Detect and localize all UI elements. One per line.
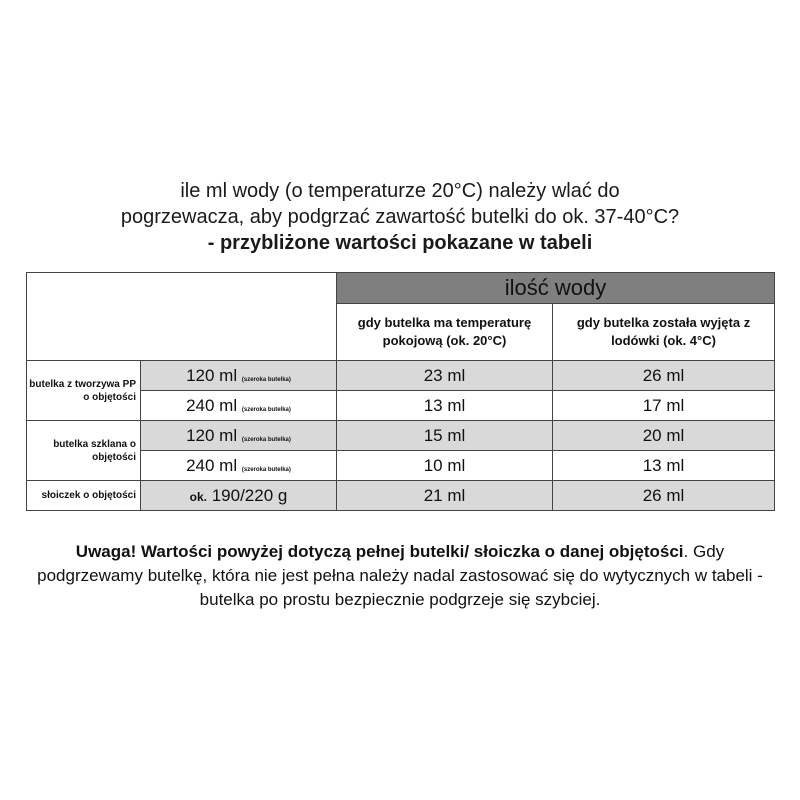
room-value: 21 ml [337,481,553,511]
footnote [30,540,770,612]
footnote-warning: Uwaga! Wartości powyżej dotyczą pełnej butelki/ słoiczka o danej objętości [75,542,684,561]
volume-cell [141,421,337,451]
room-value: 13 ml [337,391,553,421]
row-label-pp-bottle: butelka z tworzywa PP o objętości [27,361,141,421]
title-line-3: - przybliżone wartości pokazane w tabeli [207,232,593,254]
footnote-text: Gdy podgrzewamy butelkę, która nie jest pełna należy nadal zastosować się do wytycznych w tabeli - butelka po prostu bezpiecznie podgrzeje się szybciej. [37,542,763,609]
header-fridge-temperature: gdy butelka została wyjęta z lodówki (ok. 4°C) [553,304,775,361]
row-label-jar: słoiczek o objętości [27,481,141,511]
volume-note: (szeroka butelka) [241,376,291,383]
volume-value: 190/220 g [211,485,288,505]
fridge-value: 17 ml [553,391,775,421]
volume-note: (szeroka butelka) [241,466,291,473]
volume-value: 120 ml [186,365,238,385]
volume-cell [141,361,337,391]
room-value: 10 ml [337,451,553,481]
volume-cell [141,451,337,481]
fridge-value: 20 ml [553,421,775,451]
volume-cell [141,481,337,511]
volume-prefix: ok. [189,489,207,504]
volume-note: (szeroka butelka) [241,436,291,443]
title-line-2: pogrzewacza, aby podgrzać zawartość butelki do ok. 37-40°C? [120,206,680,228]
fridge-value: 26 ml [553,361,775,391]
title-line-1: ile ml wody (o temperaturze 20°C) należy wlać do [180,180,620,202]
volume-note: (szeroka butelka) [241,406,291,413]
header-water-amount: ilość wody [337,273,775,304]
fridge-value: 13 ml [553,451,775,481]
room-value: 23 ml [337,361,553,391]
row-label-glass-bottle: butelka szklana o objętości [27,421,141,481]
room-value: 15 ml [337,421,553,451]
header-room-temperature: gdy butelka ma temperaturę pokojową (ok. 20°C) [337,304,553,361]
volume-cell [141,391,337,421]
footnote-dot: . [683,542,689,561]
volume-value: 240 ml [186,455,238,475]
table-corner [27,273,337,361]
page-title [40,178,760,256]
fridge-value: 26 ml [553,481,775,511]
water-amount-table [26,272,775,511]
volume-value: 120 ml [186,425,238,445]
volume-value: 240 ml [186,395,238,415]
